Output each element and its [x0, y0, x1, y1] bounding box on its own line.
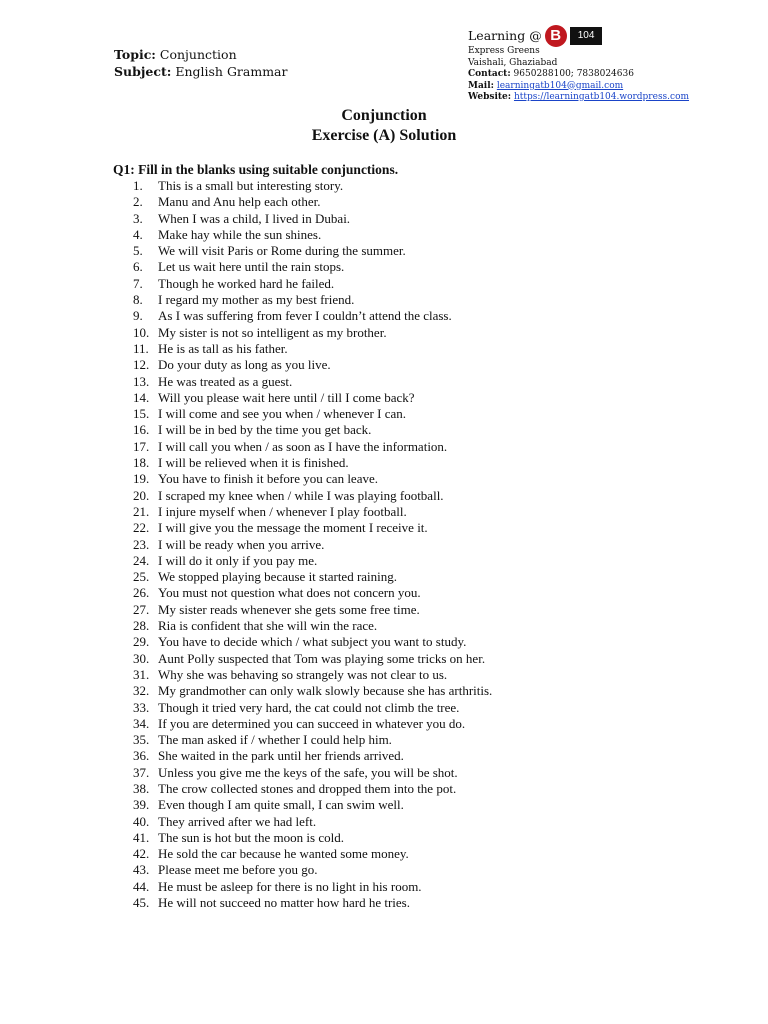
answer-text: He will not succeed no matter how hard he tries.: [158, 895, 410, 911]
answer-text: We stopped playing because it started raining.: [158, 569, 398, 585]
answer-item: [133, 585, 492, 601]
answer-text: This is a small but interesting story.: [158, 178, 344, 193]
answer-text: I will come and see you when / whenever I can.: [158, 406, 406, 422]
answer-item: [133, 781, 492, 797]
answer-item: [133, 276, 492, 292]
answer-item: [133, 211, 492, 227]
answer-number: 32.: [133, 683, 150, 699]
answer-number: 45.: [133, 895, 150, 911]
answer-number: 7.: [133, 275, 143, 291]
website-line: [468, 92, 689, 104]
answer-item: [133, 374, 492, 390]
answer-text: I will do it only if you pay me.: [158, 552, 318, 568]
answer-text: Why she was behaving so strangely was not clear to us.: [158, 666, 448, 682]
answer-item: [133, 716, 492, 732]
answer-text: Aunt Polly suspected that Tom was playing some tricks on her.: [158, 650, 486, 666]
answer-text: He sold the car because he wanted some money.: [158, 846, 409, 862]
answer-item: [133, 765, 492, 781]
answer-item: [133, 553, 492, 569]
answer-number: 27.: [133, 601, 150, 617]
answer-number: 13.: [133, 373, 150, 389]
answer-text: I will be ready when you arrive.: [158, 536, 325, 552]
answer-item: [133, 422, 492, 438]
answer-text: My sister reads whenever she gets some free time.: [158, 601, 420, 617]
answer-item: [133, 325, 492, 341]
answer-item: [133, 194, 492, 210]
answer-item: [133, 569, 492, 585]
answer-item: [133, 504, 492, 520]
answer-item: [133, 520, 492, 536]
answer-item: [133, 439, 492, 455]
answer-number: 35.: [133, 732, 150, 748]
topic-line: [114, 46, 288, 63]
answer-text: I will call you when / as soon as I have the information.: [158, 438, 448, 454]
answer-item: [133, 471, 492, 487]
answer-text: The crow collected stones and dropped them into the pot.: [158, 780, 457, 796]
answer-item: [133, 667, 492, 683]
answer-text: As I was suffering from fever I couldn’t attend the class.: [158, 308, 452, 324]
answer-text: You have to decide which / what subject you want to study.: [158, 634, 467, 650]
answer-number: 23.: [133, 536, 150, 552]
answer-item: [133, 455, 492, 471]
answer-text: You have to finish it before you can leave.: [158, 471, 378, 487]
answer-number: 42.: [133, 846, 150, 862]
answer-number: 3.: [133, 210, 143, 226]
topic-value: Conjunction: [159, 47, 237, 62]
subject-line: [114, 63, 288, 80]
answer-number: 34.: [133, 715, 150, 731]
answer-text: Do your duty as long as you live.: [158, 357, 331, 373]
answer-number: 41.: [133, 829, 150, 845]
answer-item: [133, 259, 492, 275]
contact-value: 9650288100; 7838024636: [513, 69, 634, 79]
contact-label: Contact:: [468, 69, 511, 79]
answer-number: 36.: [133, 748, 150, 764]
answer-text: Even though I am quite small, I can swim well.: [158, 797, 404, 813]
answer-item: [133, 178, 492, 194]
topic-label: Topic:: [114, 47, 156, 62]
answer-number: 30.: [133, 650, 150, 666]
answer-item: [133, 862, 492, 878]
b-logo-icon: B: [545, 25, 567, 47]
answer-item: [133, 846, 492, 862]
title-line-2: Exercise (A) Solution: [311, 127, 457, 144]
subject-value: English Grammar: [175, 64, 288, 79]
answer-text: Though he worked hard he failed.: [158, 275, 335, 291]
answer-number: 43.: [133, 862, 150, 878]
mail-label: Mail:: [468, 80, 494, 91]
answer-text: Please meet me before you go.: [158, 862, 318, 878]
brand-block: [468, 26, 689, 104]
answer-number: 20.: [133, 487, 150, 503]
answer-text: I will be in bed by the time you get back.: [158, 422, 372, 438]
website-link[interactable]: https://learningatb104.wordpress.com: [513, 92, 690, 102]
question-heading: Q1: Fill in the blanks using suitable conjunctions.: [113, 162, 399, 177]
answer-list: [133, 178, 492, 911]
answer-number: 12.: [133, 357, 150, 373]
answer-item: [133, 700, 492, 716]
answer-number: 10.: [133, 324, 150, 340]
answer-item: [133, 537, 492, 553]
answer-item: [133, 732, 492, 748]
answer-number: 6.: [133, 259, 143, 275]
answer-text: I will give you the message the moment I receive it.: [158, 520, 428, 536]
answer-text: Will you please wait here until / till I come back?: [158, 389, 415, 405]
answer-item: [133, 618, 492, 634]
answer-text: I scraped my knee when / while I was playing football.: [158, 487, 444, 503]
address-line-1: Express Greens: [468, 46, 540, 56]
answer-number: 11.: [133, 340, 149, 356]
answer-text: My sister is not so intelligent as my brother.: [158, 324, 387, 340]
answer-text: We will visit Paris or Rome during the summer.: [158, 243, 406, 259]
answer-number: 4.: [133, 226, 143, 242]
answer-text: They arrived after we had left.: [158, 813, 317, 829]
answer-number: 28.: [133, 618, 150, 634]
answer-number: 8.: [133, 292, 143, 308]
answer-text: I injure myself when / whenever I play football.: [158, 503, 407, 519]
mail-line: [468, 81, 689, 93]
answer-text: Though it tried very hard, the cat could not climb the tree.: [158, 699, 460, 715]
answer-number: 19.: [133, 471, 150, 487]
answer-item: [133, 390, 492, 406]
answer-text: He was treated as a guest.: [158, 373, 293, 389]
answer-number: 16.: [133, 422, 150, 438]
answer-number: 9.: [133, 308, 143, 324]
answer-item: [133, 357, 492, 373]
answer-text: I regard my mother as my best friend.: [158, 292, 355, 308]
answer-number: 26.: [133, 585, 150, 601]
answer-item: [133, 748, 492, 764]
answer-item: [133, 406, 492, 422]
answer-number: 1.: [133, 178, 143, 193]
answer-number: 17.: [133, 438, 150, 454]
answer-item: [133, 292, 492, 308]
answer-text: I will be relieved when it is finished.: [158, 455, 349, 471]
answer-item: [133, 895, 492, 911]
answer-text: She waited in the park until her friends arrived.: [158, 748, 404, 764]
answer-number: 44.: [133, 878, 150, 894]
answer-item: [133, 651, 492, 667]
subject-label: Subject:: [114, 64, 172, 79]
page-title: [0, 106, 768, 146]
answer-text: Unless you give me the keys of the safe, you will be shot.: [158, 764, 458, 780]
mail-link[interactable]: learningatb104@gmail.com: [496, 80, 624, 91]
answer-number: 39.: [133, 797, 150, 813]
answer-text: Ria is confident that she will win the race.: [158, 618, 378, 634]
answer-text: Let us wait here until the rain stops.: [158, 259, 345, 275]
answer-item: [133, 830, 492, 846]
answer-item: [133, 683, 492, 699]
answer-item: [133, 488, 492, 504]
brand-name: Learning @: [468, 28, 542, 44]
answer-item: [133, 814, 492, 830]
answer-text: My grandmother can only walk slowly because she has arthritis.: [158, 683, 493, 699]
answer-text: Make hay while the sun shines.: [158, 226, 322, 242]
brand-row: [468, 26, 689, 46]
answer-number: 22.: [133, 520, 150, 536]
address-line-2: Vaishali, Ghaziabad: [468, 57, 558, 68]
answer-number: 24.: [133, 552, 150, 568]
answer-item: [133, 308, 492, 324]
answer-number: 15.: [133, 406, 150, 422]
answer-number: 31.: [133, 666, 150, 682]
answer-number: 18.: [133, 455, 150, 471]
answer-item: [133, 602, 492, 618]
answer-item: [133, 634, 492, 650]
answer-text: Manu and Anu help each other.: [158, 194, 321, 210]
answer-text: If you are determined you can succeed in whatever you do.: [158, 715, 466, 731]
answer-number: 2.: [133, 194, 143, 210]
answer-text: He must be asleep for there is no light in his room.: [158, 878, 422, 894]
answer-number: 29.: [133, 634, 150, 650]
answer-item: [133, 227, 492, 243]
answer-text: He is as tall as his father.: [158, 340, 288, 356]
topic-block: [114, 46, 288, 80]
answer-number: 40.: [133, 813, 150, 829]
answer-item: [133, 797, 492, 813]
answer-number: 21.: [133, 503, 150, 519]
answer-text: When I was a child, I lived in Dubai.: [158, 210, 351, 226]
title-line-1: Conjunction: [341, 107, 427, 124]
answer-item: [133, 341, 492, 357]
answer-number: 33.: [133, 699, 150, 715]
answer-number: 37.: [133, 764, 150, 780]
answer-number: 38.: [133, 780, 150, 796]
answer-text: The man asked if / whether I could help him.: [158, 732, 392, 748]
website-label: Website:: [468, 92, 512, 102]
answer-text: You must not question what does not concern you.: [158, 585, 421, 601]
answer-number: 25.: [133, 569, 150, 585]
contact-line: [468, 69, 689, 81]
answer-text: The sun is hot but the moon is cold.: [158, 829, 344, 845]
answer-number: 5.: [133, 243, 143, 259]
answer-item: [133, 243, 492, 259]
answer-number: 14.: [133, 389, 150, 405]
answer-item: [133, 879, 492, 895]
brand-badge: 104: [570, 27, 603, 45]
